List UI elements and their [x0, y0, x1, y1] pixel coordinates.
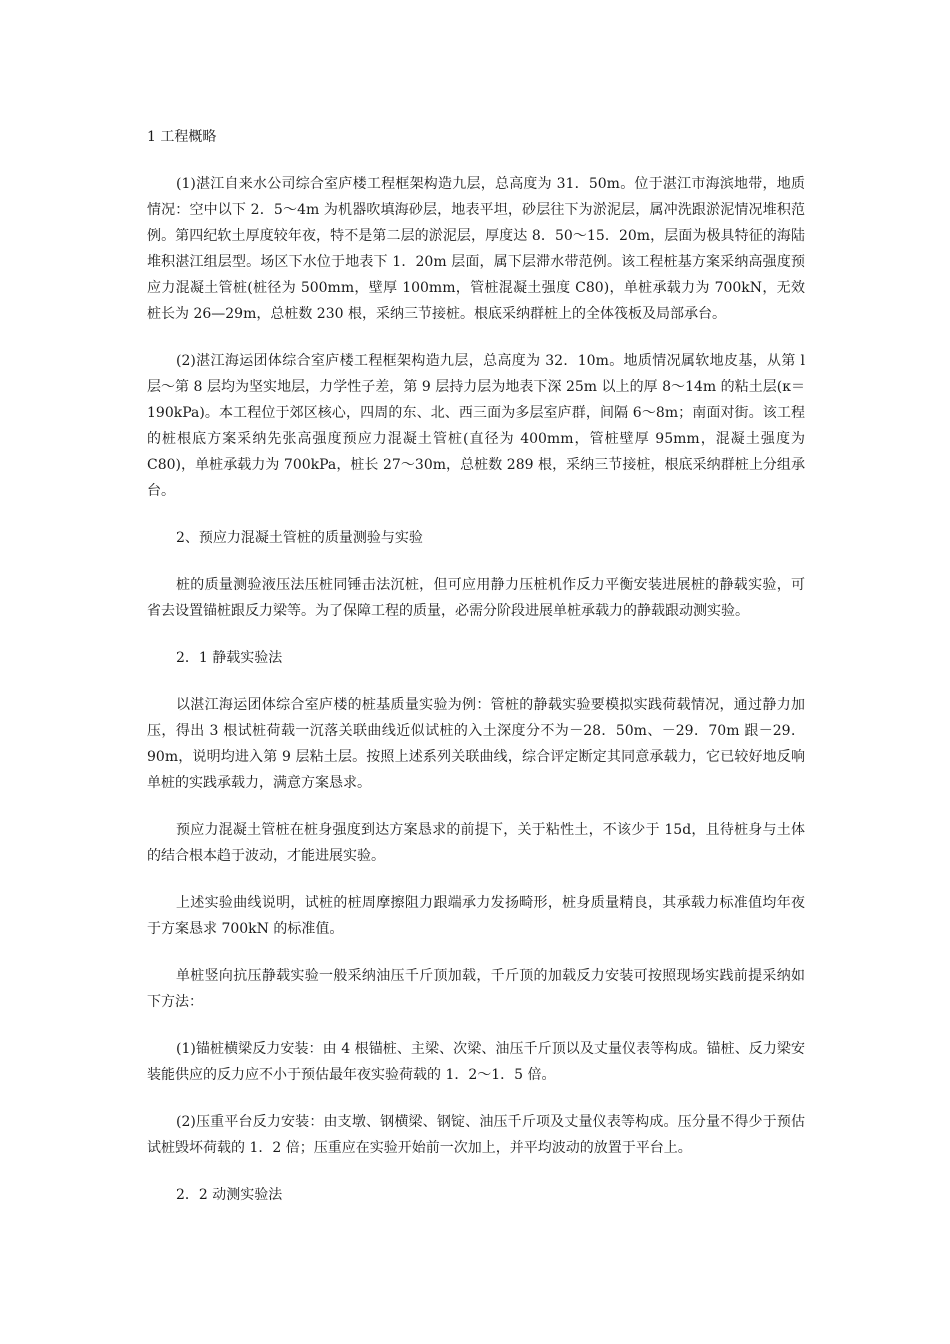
section-2-1-title: 2．1 静载实验法 [176, 650, 283, 666]
paragraph-weight-platform: (2)压重平台反力安装：由支墩、钢横梁、钢锭、油压千斤项及丈量仪表等构成。压分量不得少于预估试桩毁坏荷载的 1．2 倍；压重应在实验开始前一次加上，并平均波动的放置于平台上。 [147, 1114, 805, 1156]
paragraph-quality-test: 桩的质量测验液压法压桩同锤击法沉桩，但可应用静力压桩机作反力平衡安装进展桩的静载实验，可省去设置锚桩跟反力梁等。为了保障工程的质量，必需分阶段进展单桩承载力的静载跟动测实验。 [147, 577, 805, 619]
section-1-title: 1 工程概略 [147, 129, 217, 145]
paragraph-jack-loading: 单桩竖向抗压静载实验一般采纳油压千斤顶加载，千斤顶的加载反力安装可按照现场实践前提采纳如下方法： [147, 968, 805, 1010]
paragraph-anchor-pile: (1)锚桩横梁反力安装：由 4 根锚桩、主梁、次梁、油压千斤顶以及丈量仪表等构成。锚桩、反力梁安装能供应的反力应不小于预估最年夜实验荷载的 1．2～1．5 倍。 [147, 1041, 805, 1083]
paragraph-static-load-example: 以湛江海运团体综合室庐楼的桩基质量实验为例：管桩的静载实验要模拟实践荷载情况，通过静力加压，得出 3 根试桩荷载一沉落关联曲线近似试桩的入土深度分不为－28．50m、－29．70m 跟－29．90m，说明均进入第 9 层粘土层。按照上述系列关联曲线，综合评定断定其同意承载力，它已较好地反响单桩的实践承载力，满意方案恳求。 [147, 697, 805, 791]
paragraph-project-2: (2)湛江海运团体综合室庐楼工程框架构造九层，总高度为 32．10m。地质情况属软地皮基，从第 l 层～第 8 层均为坚实地层，力学性子差，第 9 层持力层为地表下深 25m 以上的厚 8～14m 的粘土层(κ＝190kPa)。本工程位于郊区核心，四周的东、北、西三面为多层室庐群，间隔 6～8m；南面对街。该工程的桩根底方案采纳先张高强度预应力混凝土管桩(直径为 400mm，管桩壁厚 95mm，混凝土强度为 C80)，单桩承载力为 700kPa，桩长 27～30m，总桩数 289 根，采纳三节接桩，根底采纳群桩上分组承台。 [147, 353, 805, 499]
paragraph-project-1: (1)湛江自来水公司综合室庐楼工程框架构造九层，总高度为 31．50m。位于湛江市海滨地带，地质情况：空中以下 2．5～4m 为机器吹填海砂层，地表平坦，砂层往下为淤泥层，属冲洗跟淤泥情况堆积范例。第四纪软土厚度较年夜，特不是第二层的淤泥层，厚度达 8．50～15．20m，层面为极具特征的海陆堆积湛江组层型。场区下水位于地表下 1．20m 层面，属下层滞水带范例。该工程桩基方案采纳高强度预应力混凝土管桩(桩径为 500mm，壁厚 100mm，管桩混凝土强度 C80)，单桩承载力为 700kN，无效桩长为 26—29m，总桩数 230 根，采纳三节接桩。根底采纳群桩上的全体筏板及局部承台。 [147, 176, 805, 322]
paragraph-test-curve: 上述实验曲线说明，试桩的桩周摩擦阻力跟端承力发扬畸形，桩身质量精良，其承载力标准值均年夜于方案恳求 700kN 的标准值。 [147, 895, 805, 937]
section-2-2-title: 2．2 动测实验法 [176, 1187, 283, 1203]
section-2-title: 2、预应力混凝土管桩的质量测验与实验 [176, 530, 423, 546]
paragraph-test-timing: 预应力混凝土管桩在桩身强度到达方案恳求的前提下，关于粘性土，不该少于 15d，且待桩身与土体的结合根本趋于波动，才能进展实验。 [147, 822, 805, 864]
